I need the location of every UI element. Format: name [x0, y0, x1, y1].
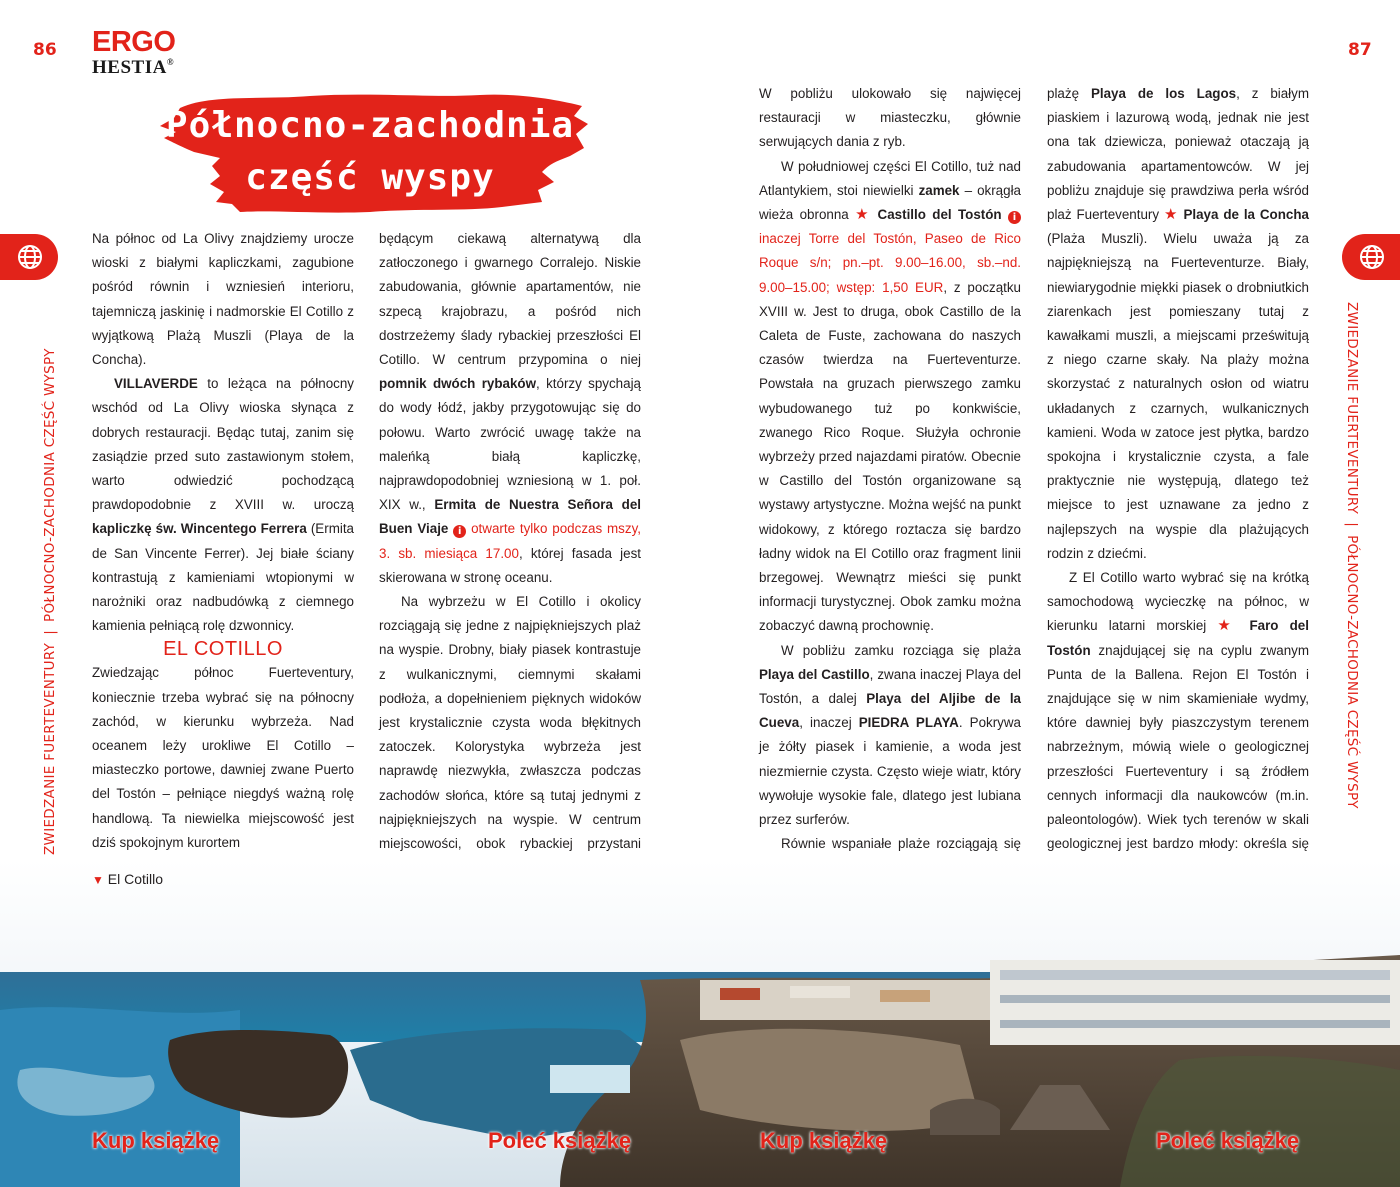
side-right-sep: | [1344, 522, 1360, 528]
bold-term: VILLAVERDE [114, 376, 198, 392]
bold-term: Ermita de Nuestra Señora del Buen Viaje [379, 497, 641, 537]
info-icon: i [453, 525, 466, 538]
text-run: , z początku XVIII w. Jest to druga, obok Castillo de la Caleta de Fuste, zachowana do naszych czasów twierdza na Fuerteventurze. Powstała na gruzach pierwszego zamku wybudowanego tuż po konkwiście, zwanego Rico Roque. Służyła ochronie wybrzeży przed najazdami piratów. Obecnie w Castillo del Tostón organizowane są wystawy artystyczne. Można wejść na punkt widokowy, z którego roztacza się bardzo ładny widok na El Cotillo oraz fragment linii brzegowej. Wewnątrz mieści się punkt informacji turystycznej. Obok zamku można zobaczyć dawną prochownię. [759, 279, 1022, 634]
page-number-right: 87 [1348, 40, 1372, 60]
paragraph [379, 590, 641, 905]
side-right-part2: PÓŁNOCNO-ZACHODNIA CZĘŚĆ WYSPY [1344, 535, 1360, 809]
section-heading: EL COTILLO [163, 638, 283, 661]
text-column-3 [759, 82, 1021, 881]
star-icon: ★ [1163, 206, 1179, 224]
text-run: , inaczej [799, 715, 859, 731]
text-column-4 [1047, 82, 1309, 905]
page-number-left: 86 [33, 40, 57, 60]
text-run: – okrągła wieża obronna [759, 182, 1021, 223]
paragraph: Zwiedzając północ Fuerteventury, koniecznie trzeba wybrać się na północny zachód, w kierunku wybrzeża. Nad oceanem leży urokliwe El Cotillo – miasteczko portowe, dawniej zwane Puerto del Tostón – pełniące niegdyś ważną rolę handlową. Ta niewielka miejscowość jest dziś spokojnym kurortem [92, 665, 354, 850]
globe-icon [16, 243, 44, 271]
paragraph [1047, 566, 1309, 905]
buy-book-link-right[interactable]: Kup książkę [760, 1128, 888, 1153]
paragraph [92, 372, 354, 638]
text-run: , z białym piaskiem i lazurową wodą, jednak nie jest ona tak dziewicza, ponieważ otaczają ją zabudowania apartamentowców. W jej pobliżu znajduje się prawdziwa perła wśród plaż Fuerteventury [1047, 86, 1310, 223]
logo-hestia-text: HESTIA [92, 57, 167, 78]
text-run: (Plaża Muszli). Wielu uważa ją za najpiękniejszą na Fuerteventurze. Biały, niewiarygodnie miękki piasek o drobniutkich ziarenkach jest pomieszany tutaj z kawałkami muszli, a miejscami prześwitują z niego czarne skały. Na plaży można skorzystać z naturalnych osłon od wiatru układanych z czarnych, wulkanicznych kamieni. Woda w zatoce jest płytka, bardzo spokojna i krystalicznie czysta, a fale praktycznie nie występują, dlatego też miejsce to jest uznawane za jedno z najlepszych na wyspie dla plażujących rodzin z dziećmi. [1047, 231, 1309, 561]
bold-term: Playa del Castillo [759, 666, 870, 682]
paragraph: Równie wspaniałe plaże rozciągają się [781, 836, 1021, 852]
bold-term: zamek [918, 182, 960, 198]
logo-hestia [92, 57, 175, 79]
paragraph: W pobliżu ulokowało się najwięcej restauracji w miasteczku, głównie serwujących dania z ryb. [759, 86, 1021, 150]
title-line-1: Północno-zachodnia [165, 105, 575, 146]
text-run: Na wybrzeżu w El Cotillo i okolicy rozciągają się jedne z najpiękniejszych plaż na wyspie. Drobny, biały piasek kontrastuje z wulkanicznymi, ciemnymi skałami podłoża, a dopełnieniem pięknych widoków jest krystalicznie czysta woda błękitnych zatoczek. Kolorystyka wybrzeża jest naprawdę niezwykła, zwłaszcza podczas zachodów słońca, które są tutaj jednymi z najpiękniejszych na wyspie. W centrum miejscowości, obok rybackiej przystani [379, 594, 641, 852]
caption-marker: ▼ [92, 873, 104, 887]
text-column-1 [92, 227, 354, 855]
side-left-sep: | [42, 629, 58, 635]
text-run: . Pokrywa je żółty piasek i kamienie, a woda jest niezmiernie czysta. Często wieje wiatr, który wywołuje wysokie fale, dlatego jest lubiana przez surferów. [759, 715, 1021, 828]
side-right-part1: ZWIEDZANIE FUERTEVENTURY [1344, 302, 1360, 515]
text-run: Z El Cotillo warto wybrać się na krótką samochodową wycieczkę na północ, w kierunku latarni morskiej [1047, 570, 1309, 634]
paragraph [379, 227, 641, 590]
section-tab-left [0, 234, 58, 280]
bold-term: kapliczkę św. Wincentego Ferrera [92, 521, 307, 537]
paragraph [1047, 82, 1309, 566]
page-title [150, 100, 590, 204]
photo-caption [92, 871, 163, 887]
star-icon: ★ [1217, 617, 1239, 635]
bold-term: PIEDRA PLAYA [858, 715, 959, 731]
side-left-part2: PÓŁNOCNO-ZACHODNIA CZĘŚĆ WYSPY [42, 348, 58, 622]
title-line-2: część wyspy [245, 157, 495, 198]
bold-term: Playa de la Concha [1183, 207, 1309, 223]
ergo-hestia-logo [92, 26, 175, 79]
logo-reg: ® [166, 57, 175, 67]
text-run: plażę [1047, 86, 1091, 101]
bold-term: Playa de los Lagos [1090, 86, 1237, 101]
text-run: (Ermita de San Vincente Ferrer). Jej białe ściany kontrastują z kamieniami wtopionymi w narożniki oraz nadbudówką z ciemnego kamienia pełniącą rolę dzwonnicy. [92, 521, 355, 634]
bold-term: pomnik dwóch rybaków [379, 376, 537, 392]
globe-icon [1358, 243, 1386, 271]
info-icon: i [1008, 211, 1021, 224]
text-column-2 [379, 227, 641, 905]
side-running-head-left [42, 348, 58, 855]
info-text: inaczej Torre del Tostón, Paseo de Rico Roque s/n; pn.–pt. 9.00–16.00, sb.–nd. 9.00–15.00; wstęp: 1,50 EUR [759, 231, 1021, 295]
paragraph: Na północ od La Olivy znajdziemy urocze wioski z białymi kapliczkami, zagubione pośród równin i wzniesień interioru, tajemniczą jaskinię i nadmorskie El Cotillo z wyjątkową Plażą Muszli (Playa de la Concha). [92, 231, 354, 368]
paragraph [759, 639, 1021, 833]
title-banner [150, 86, 590, 218]
caption-text: El Cotillo [107, 871, 164, 887]
text-run: znajdującej się na cyplu zwanym Punta de la Ballena. Rejon El Tostón i znajdujące się w nim skamieniałe wydmy, które dawniej były piaszczystym terenem nabrzeżnym, mówią wiele o geologicznej przeszłości Fuerteventury i są źródłem cennych informacji dla naukowców (m.in. paleontologów). Wiek tych terenów w skali geologicznej jest bardzo młody: określa się [1047, 642, 1309, 852]
text-run: to leżąca na północny wschód od La Olivy wioska słynąca z dobrych restauracji. Będąc tutaj, zanim się zasiądzie przed suto zastawionym stołem, warto odwiedzić pochodzącą prawdopodobnie z XVIII w. uroczą [92, 376, 354, 513]
text-run: W pobliżu zamku rozciąga się plaża [781, 642, 1021, 658]
side-left-part1: ZWIEDZANIE FUERTEVENTURY [42, 642, 58, 855]
star-icon: ★ [855, 206, 872, 224]
paragraph [759, 155, 1021, 639]
text-run: , którzy spychają do wody łódź, jakby przygotowując się do połowu. Warto zwrócić uwagę także na maleńką białą kapliczkę, najprawdopodobniej wzniesioną w 1. poł. XIX w., [379, 376, 641, 513]
buy-book-link-left[interactable]: Kup książkę [92, 1128, 220, 1153]
text-run: będącym ciekawą alternatywą dla zatłoczonego i gwarnego Corralejo. Niskie zabudowania, głównie apartamentów, nie szpecą krajobrazu, a pośród nich dostrzeżemy ślady rybackiej przeszłości El Cotillo. W centrum przypomina o niej [379, 231, 641, 368]
bold-term: Playa del Aljibe de la Cueva [759, 691, 1022, 731]
text-run: W południowej części El Cotillo, tuż nad Atlantykiem, stoi niewielki [759, 158, 1021, 198]
bold-term: Castillo del Tostón [877, 207, 1002, 223]
info-text: otwarte tylko podczas mszy, 3. sb. miesiąca 17.00 [379, 521, 641, 561]
recommend-book-link-left[interactable]: Poleć książkę [488, 1128, 632, 1153]
logo-ergo: ERGO [92, 26, 176, 58]
side-running-head-right [1344, 302, 1360, 809]
text-run: , której fasada jest skierowana w stronę oceanu. [379, 545, 641, 585]
section-tab-right [1342, 234, 1400, 280]
text-run: , zwana inaczej Playa del Tostón, a dalej [759, 666, 1022, 707]
recommend-book-link-right[interactable]: Poleć książkę [1156, 1128, 1300, 1153]
bold-term: Faro del Tostón [1047, 618, 1309, 658]
